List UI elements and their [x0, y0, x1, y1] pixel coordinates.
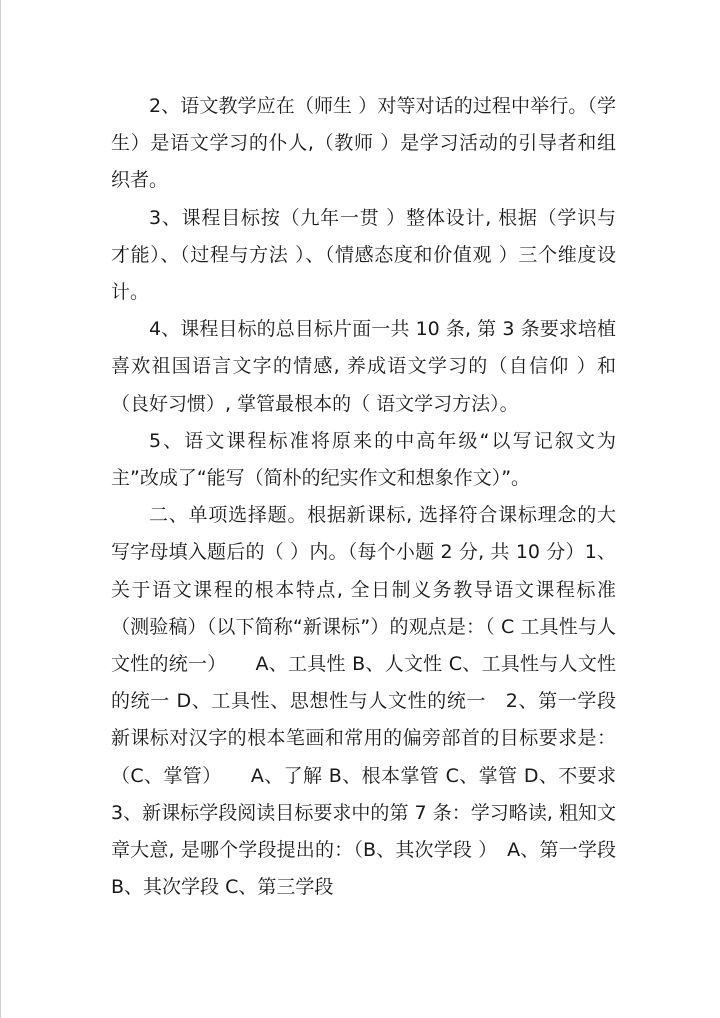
section-two-choice-questions: 二、单项选择题。根据新课标, 选择符合课标理念的大写字母填入题后的（ ）内。（每个小题 2 分, 共 10 分）1、关于语文课程的根本特点, 全日制义务教导语文课程标准（测验稿）（以下简称“新课标”）的观点是：（ C 工具性与人文性的统一） A、工具性 B、人文性 C、工具性与人文性的统一 D、工具性、思想性与人文性的统一 2、第一学段新课标对汉字的根本笔画和常用的偏旁部首的目标要求是：（C、掌管） A、了解 B、根本掌管 C、掌管 D、不要求 3、新课标学段阅读目标要求中的第 7 条：学习略读, 粗知文章大意, 是哪个学段提出的：（B、其次学段 ） A、第一学段 B、其次学段 C、第三学段: [111, 504, 693, 899]
paragraph-item-2: 2、语文教学应在（师生 ）对等对话的过程中举行。（学生）是语文学习的仆人,（教师 ）是学习活动的引导者和组织者。: [111, 95, 616, 192]
paragraph-item-4: 4、课程目标的总目标片面一共 10 条, 第 3 条要求培植喜欢祖国语言文字的情感, 养成语文学习的（自信仰 ）和（良好习惯）, 掌管最根本的（ 语文学习方法）。: [111, 318, 616, 415]
document-body: [111, 88, 693, 906]
paragraph-item-3: 3、课程目标按（九年一贯 ）整体设计, 根据（学识与才能）、（过程与方法 ）、（情感态度和价值观 ）三个维度设计。: [111, 206, 616, 304]
paragraph-item-5: 5、语文课程标准将原来的中高年级“以写记叙文为主”改成了“能写（简朴的纪实作文和想象作文）”。: [111, 429, 616, 490]
